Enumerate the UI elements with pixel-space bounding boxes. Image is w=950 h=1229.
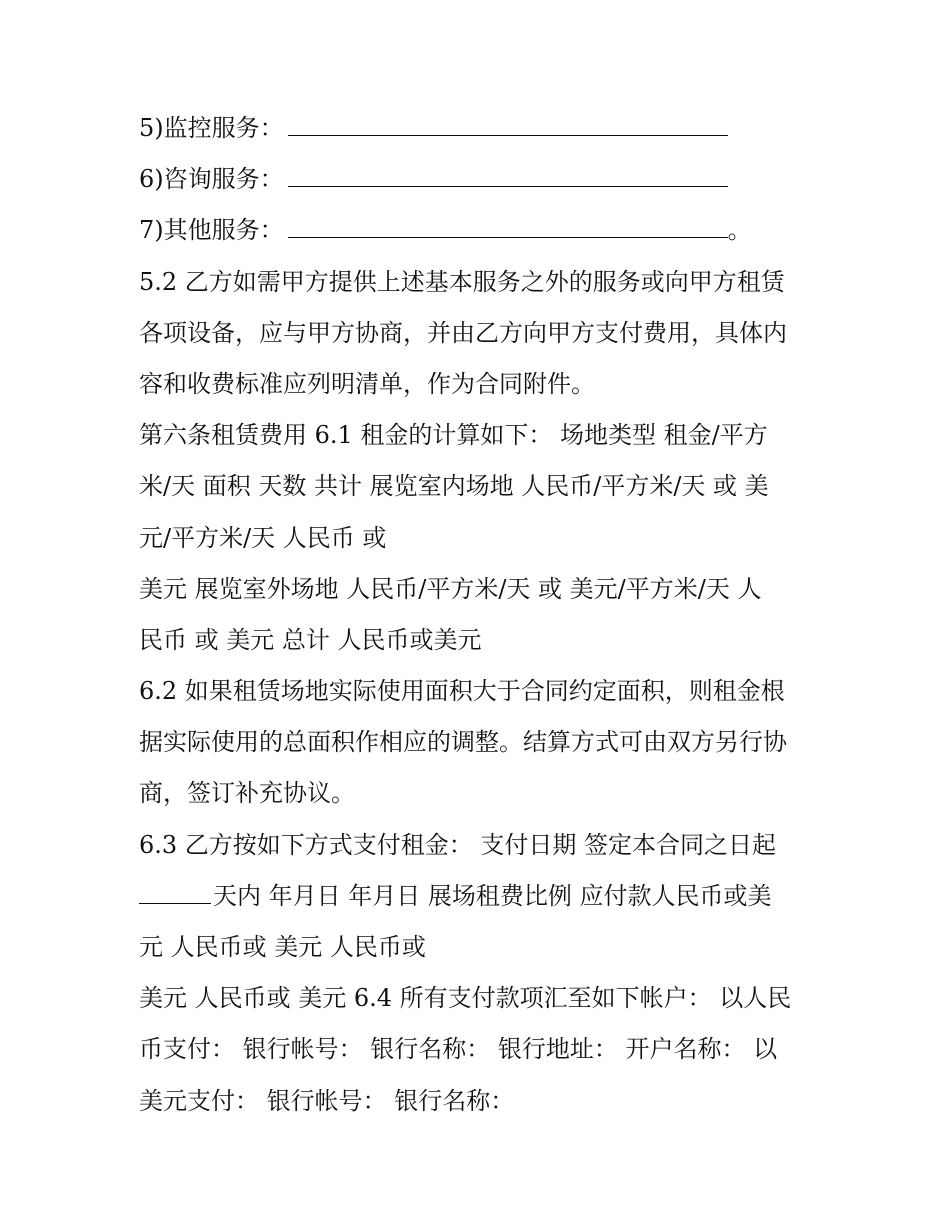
text-line: 据实际使用的总面积作相应的调整。结算方式可由双方另行协	[139, 728, 787, 757]
text-line: 美元 人民币或 美元 6.4 所有支付款项汇至如下帐户： 以人民	[139, 984, 792, 1013]
text-line: 民币 或 美元 总计 人民币或美元	[139, 625, 482, 654]
text-line: 美元支付： 银行帐号： 银行名称：	[139, 1086, 515, 1115]
text-line: 6.3 乙方按如下方式支付租金： 支付日期 签定本合同之日起	[139, 830, 777, 859]
text-line: 元 人民币或 美元 人民币或	[139, 933, 426, 961]
fill-in-blank	[288, 215, 728, 238]
text-line: 容和收费标准应列明清单，作为合同附件。	[139, 369, 595, 398]
service-label: 5)监控服务：	[139, 114, 284, 142]
text-line: 各项设备，应与甲方协商，并由乙方向甲方支付费用，具体内	[139, 318, 787, 347]
payment-days-text: 天内 年月日 年月日 展场租费比例 应付款人民币或美	[213, 881, 772, 910]
text-line: 币支付： 银行帐号： 银行名称： 银行地址： 开户名称： 以	[139, 1035, 778, 1064]
fill-in-blank	[288, 113, 728, 136]
text-line: 米/天 面积 天数 共计 展览室内场地 人民币/平方米/天 或 美	[139, 472, 769, 501]
text-line: 6.2 如果租赁场地实际使用面积大于合同约定面积，则租金根	[139, 677, 785, 706]
service-label: 6)咨询服务：	[139, 165, 284, 194]
service-label: 7)其他服务：	[139, 216, 284, 245]
service-line-consulting	[139, 154, 819, 205]
text-line: 元/平方米/天 人民币 或	[139, 523, 387, 552]
text-line: 商，签订补充协议。	[139, 779, 355, 808]
text-line: 美元 展览室外场地 人民币/平方米/天 或 美元/平方米/天 人	[139, 574, 762, 603]
payment-days-line	[139, 871, 819, 922]
service-line-monitoring	[139, 103, 819, 154]
service-suffix: 。	[727, 216, 752, 245]
text-line: 5.2 乙方如需甲方提供上述基本服务之外的服务或向甲方租赁	[139, 267, 785, 296]
fill-in-blank	[288, 164, 728, 187]
text-line: 第六条租赁费用 6.1 租金的计算如下： 场地类型 租金/平方	[139, 421, 768, 450]
service-line-other	[139, 205, 819, 256]
fill-in-blank	[139, 881, 211, 904]
contract-body	[139, 103, 819, 1127]
